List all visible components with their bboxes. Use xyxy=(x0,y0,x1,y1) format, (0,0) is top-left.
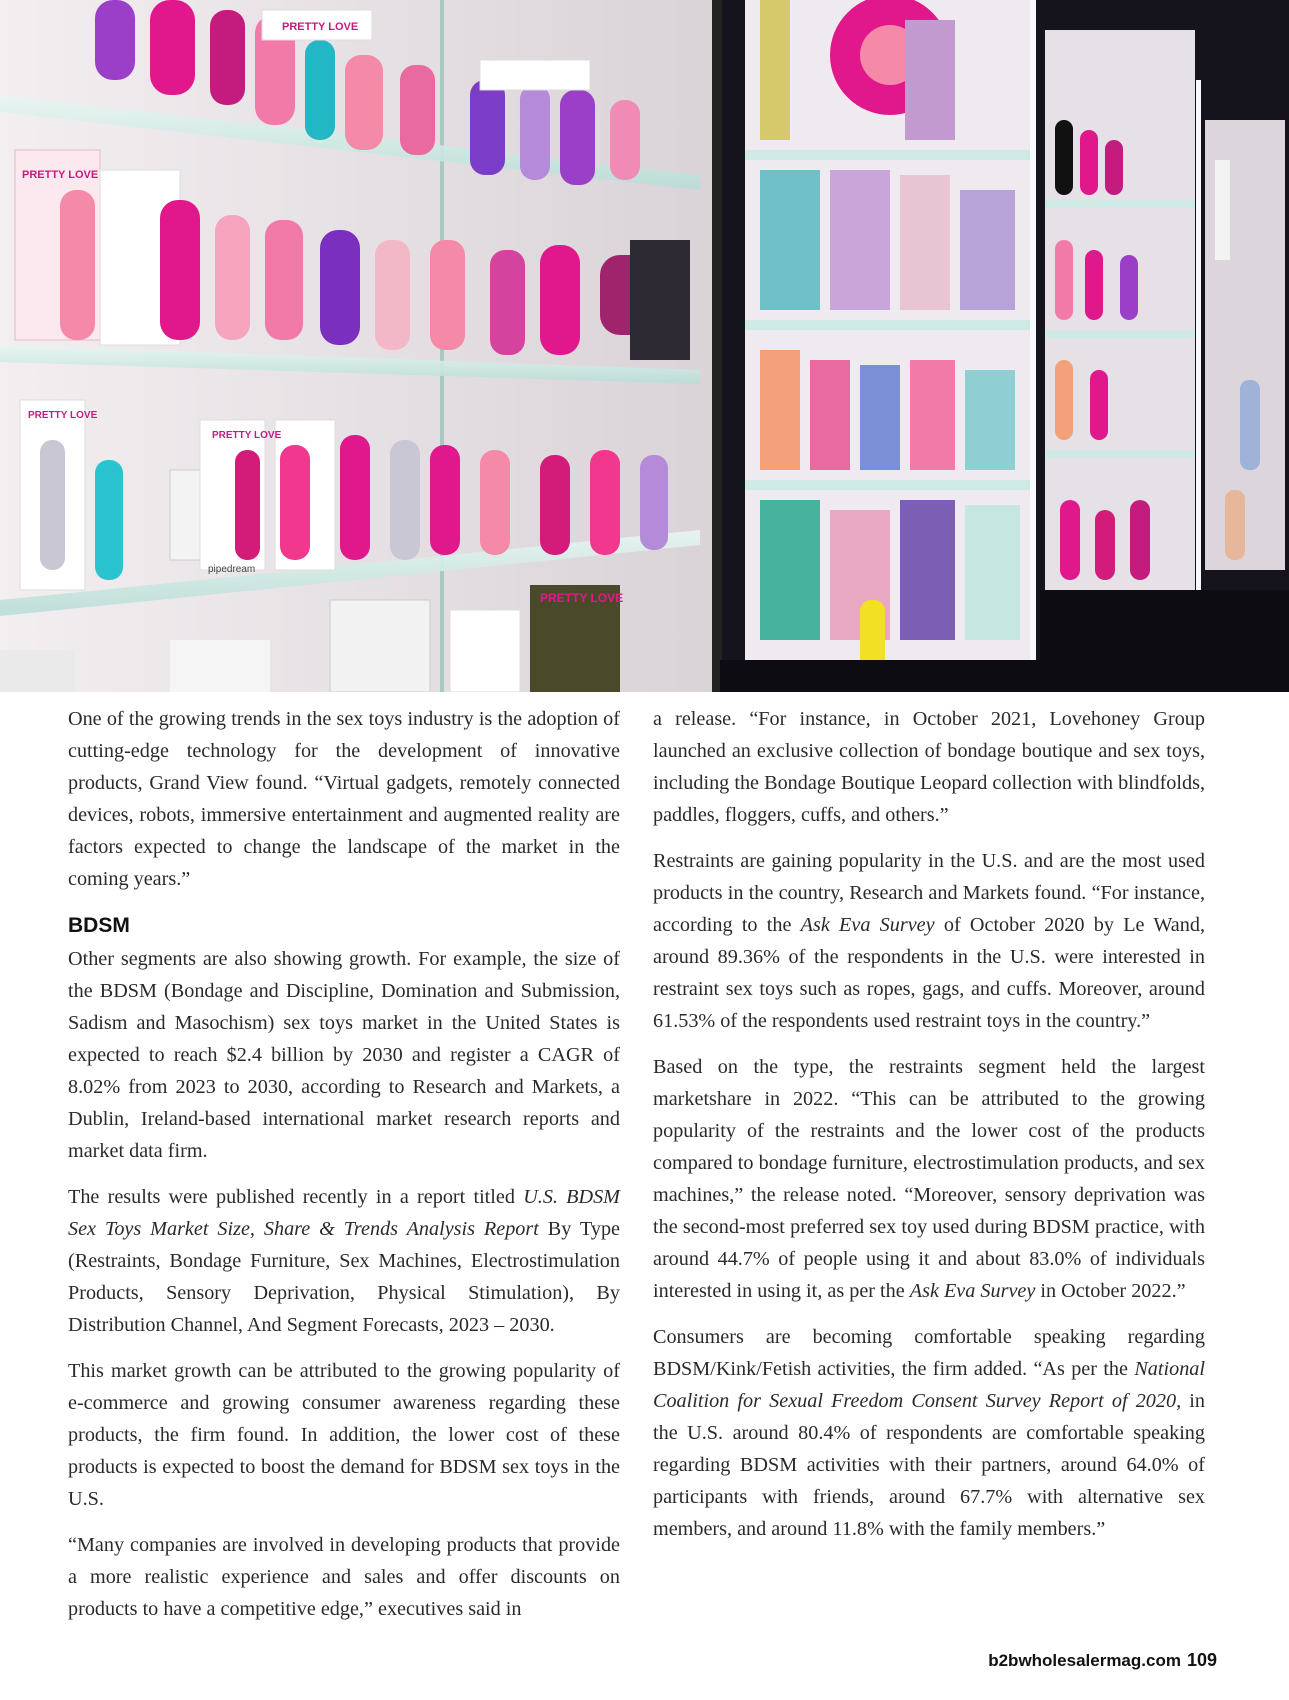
paragraph: One of the growing trends in the sex toys industry is the adoption of cutting-edge technology for the development of innovative products, Grand View found. “Virtual gadgets, remotely connected devices, robots, immersive entertainment and augmented reality are factors expected to change the landscape of the market in the coming years.” xyxy=(68,708,620,890)
text-run: Consumers are becoming comfortable speaking regarding BDSM/Kink/Fetish activities, the firm added. “As per the xyxy=(653,1326,1205,1380)
box-label: pipedream xyxy=(208,564,256,575)
store-display-photo xyxy=(0,0,1289,692)
site-url: b2bwholesalermag.com xyxy=(988,1651,1181,1670)
page-folio xyxy=(988,1650,1217,1671)
text-run: of October 2020 by Le Wand, around 89.36% of the respondents in the U.S. were interested in restraint sex toys such as ropes, gags, and cuffs. Moreover, around 61.53% of the respondents used restraint toys in the country.” xyxy=(653,914,1205,1032)
paragraph: a release. “For instance, in October 2021, Lovehoney Group launched an exclusive collection of bondage boutique and sex toys, including the Bondage Boutique Leopard collection with blindfolds, paddles, floggers, cuffs, and others.” xyxy=(653,708,1205,826)
paragraph: This market growth can be attributed to the growing popularity of e-commerce and growing consumer awareness regarding these products, the firm found. In addition, the lower cost of these products is expected to boost the demand for BDSM sex toys in the U.S. xyxy=(68,1360,620,1510)
paragraph xyxy=(653,845,1205,1037)
report-title: U.S. BDSM Sex Toys Market Size, Share & Trends Analysis Report xyxy=(68,1186,620,1240)
section-heading-bdsm: BDSM xyxy=(68,914,130,937)
text-run: in the U.S. around 80.4% of respondents are comfortable speaking regarding BDSM activities with their partners, around 64.0% of participants with friends, around 67.7% with alternative sex members, and around 11.8% with the family members.” xyxy=(653,1390,1205,1540)
paragraph: “Many companies are involved in developing products that provide a more realistic experience and sales and offer discounts on products to have a competitive edge,” executives said in xyxy=(68,1534,620,1620)
box-label: PRETTY LOVE xyxy=(212,430,282,441)
box-label: PRETTY LOVE xyxy=(540,591,624,605)
paragraph xyxy=(653,1051,1205,1307)
paragraph xyxy=(653,1321,1205,1545)
box-label: PRETTY LOVE xyxy=(22,169,99,181)
page-number: 109 xyxy=(1186,1650,1217,1670)
paragraph xyxy=(68,1181,620,1341)
survey-title: Ask Eva Survey xyxy=(909,1280,1036,1302)
survey-title: Ask Eva Survey xyxy=(800,914,935,936)
text-run: Based on the type, the restraints segment held the largest marketshare in 2022. “This can be attributed to the growing popularity of the restraints and the lower cost of the products compared to bondage furniture, electrostimulation products, and sex machines,” the release noted. “Moreover, sensory deprivation was the second-most preferred sex toy used during BDSM practice, with around 44.7% of people using it and about 83.0% of individuals interested in using it, as per the xyxy=(653,1056,1205,1302)
text-run: Restraints are gaining popularity in the U.S. and are the most used products in the country, Research and Markets found. “For instance, according to the xyxy=(653,850,1205,936)
text-run: By Type (Restraints, Bondage Furniture, Sex Machines, Electrostimulation Products, Sensory Deprivation, Physical Stimulation), By Distribution Channel, And Segment Forecasts, 2023 – 2030. xyxy=(68,1218,620,1336)
paragraph: Other segments are also showing growth. For example, the size of the BDSM (Bondage and Discipline, Domination and Submission, Sadism and Masochism) sex toys market in the United States is expected to reach $2.4 billion by 2030 and register a CAGR of 8.02% from 2023 to 2030, according to Research and Markets, a Dublin, Ireland-based international market research reports and market data firm. xyxy=(68,948,620,1162)
text-run: The results were published recently in a report titled xyxy=(68,1186,524,1208)
report-title: National Coalition for Sexual Freedom Consent Survey Report of 2020, xyxy=(653,1358,1205,1412)
store-display-photo-icon xyxy=(0,0,1289,692)
box-label: PRETTY LOVE xyxy=(28,410,98,421)
article-column-right xyxy=(653,703,1205,1559)
text-run: in October 2022.” xyxy=(1035,1280,1186,1302)
article-column-left xyxy=(68,703,620,1639)
box-label: PRETTY LOVE xyxy=(282,21,359,33)
